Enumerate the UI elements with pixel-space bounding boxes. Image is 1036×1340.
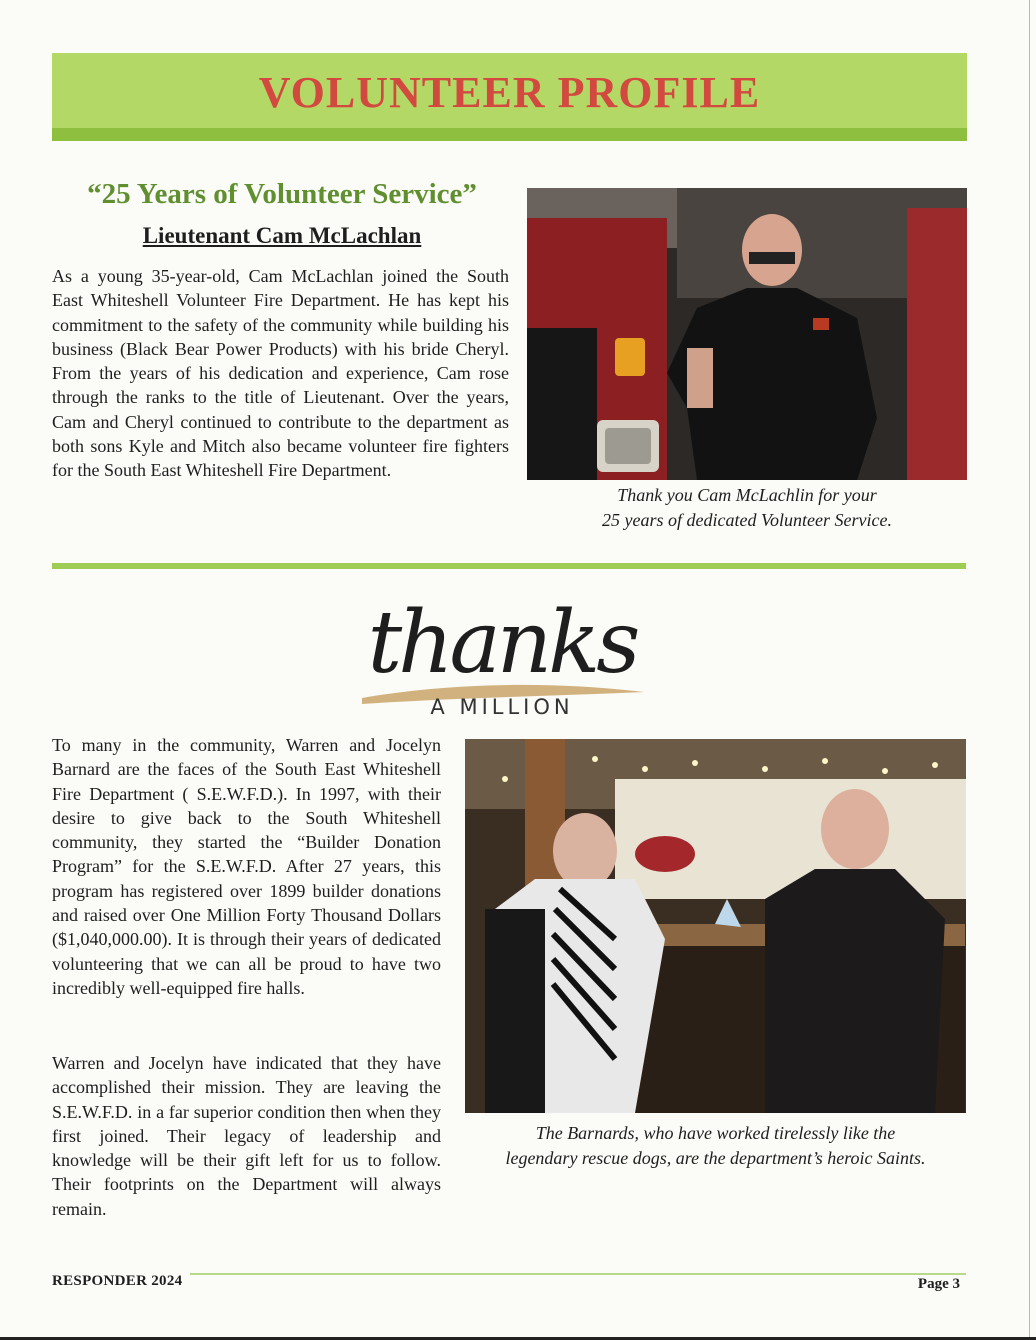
photo-caption-cam [527,483,967,533]
caption-cam-line-2: 25 years of dedicated Volunteer Service. [602,510,892,530]
article-body-cam: As a young 35-year-old, Cam McLachlan joined the South East Whiteshell Volunteer Fire Department. He has kept his commitment to the safety of the community while building his business (Black Bear Power Products) with his bride Cheryl. From the years of his dedication and experience, Cam rose through the ranks to the title of Lieutenant. Over the years, Cam and Cheryl continued to contribute to the department as both sons Kyle and Mitch also became volunteer fire fighters for the South East Whiteshell Fire Department. [52,266,509,481]
photo-caption-barnards [465,1121,966,1171]
footer-publication: RESPONDER 2024 [52,1273,183,1289]
article-heading: “25 Years of Volunteer Service” [87,178,477,210]
article-subheading: Lieutenant Cam McLachlan [142,223,422,248]
thanks-script-word: thanks [367,593,637,693]
footer-rule [190,1273,966,1275]
banner-title: VOLUNTEER PROFILE [258,68,761,117]
banner-strip [52,128,967,141]
caption-barnards-line-2: legendary rescue dogs, are the department’s heroic Saints. [505,1148,926,1168]
caption-barnards-line-1: The Barnards, who have worked tirelessly like the [535,1123,896,1143]
section-banner [52,53,967,141]
caption-cam-line-1: Thank you Cam McLachlin for your [617,485,877,505]
article-body-barnards-2: Warren and Jocelyn have indicated that they have accomplished their mission. They are leaving the S.E.W.F.D. in a far superior condition then when they first joined. Their legacy of leadership and knowledge will be their gift left for us to follow. Their footprints on the Department will always remain. [52,1053,441,1219]
photo-barnards [465,739,966,1113]
footer-page-number: Page 3 [917,1276,960,1292]
photo-cam-mclachlan [527,188,967,480]
article-body-barnards-1: To many in the community, Warren and Jocelyn Barnard are the faces of the South East Whiteshell Fire Department ( S.E.W.F.D.). In 1997, with their desire to give back to the South Whiteshell community, they started the “Builder Donation Program” for the S.E.W.F.D. After 27 years, this program has registered over 1899 builder donations and raised over One Million Forty Thousand Dollars ($1,040,000.00). It is through their years of dedicated volunteering that we can all be proud to have two incredibly well-equipped fire halls. [52,735,441,998]
section-divider [52,563,966,569]
page-edge [1029,0,1030,1340]
thanks-tagline: A MILLION [430,695,574,719]
